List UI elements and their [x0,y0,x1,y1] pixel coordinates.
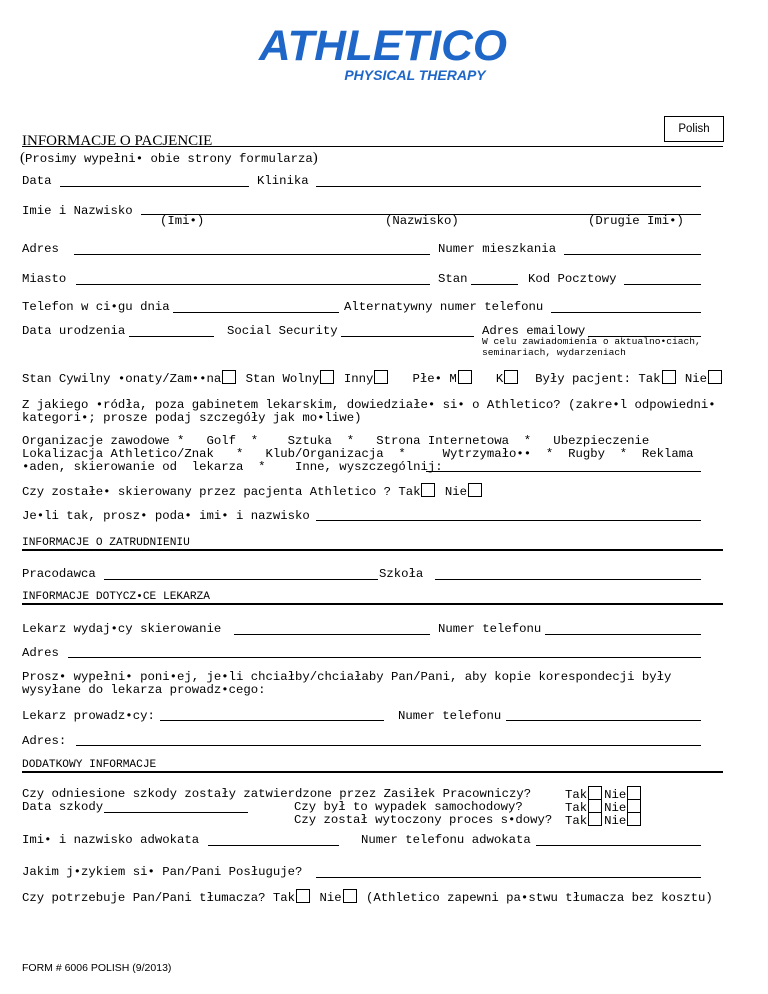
checkbox-proces-nie[interactable] [627,812,641,826]
label-telefon: Telefon w ci•gu dnia [22,300,170,314]
label-tlumacz: Czy potrzebuje Pan/Pani tłumacza? Tak [22,891,296,905]
checkbox-tlumacz-tak[interactable] [296,889,310,903]
field-social-security[interactable] [341,336,474,337]
field-inne[interactable] [426,471,701,472]
label-social-security: Social Security [227,324,338,338]
label-telefon-adwokata: Numer telefonu adwokata [361,833,531,847]
interpreter-row [22,889,713,905]
label-pracodawca: Pracodawca [22,567,96,581]
label-email: Adres emailowy [482,324,586,338]
question-proces: Czy został wytoczony proces s•dowy? [294,813,553,827]
label-stan-cywilny: Stan Cywilny •onaty/Zam••na [22,372,222,386]
label-kod-pocztowy: Kod Pocztowy [528,272,617,286]
checkbox-byly-nie[interactable] [708,370,722,384]
label-lekarz-adres: Adres [22,646,59,660]
label-lekarz-prowadzacy: Lekarz prowadz•cy: [22,709,155,723]
label-nie-2: Nie [604,801,627,815]
checkbox-m[interactable] [458,370,472,384]
label-alt-telefon: Alternatywny numer telefonu [344,300,544,314]
field-data-szkody[interactable] [104,812,248,813]
field-adres[interactable] [74,254,430,255]
answers-proces [565,812,643,828]
employment-rule [22,549,723,551]
language-tag-text: Polish [678,123,710,135]
subtitle [20,150,318,167]
source-options-3: •aden, skierowanie od lekarza * Inne, wyszczególnij: [22,460,443,474]
label-data-urodzenia: Data urodzenia [22,324,126,338]
svg-text:PHYSICAL THERAPY: PHYSICAL THERAPY [344,67,486,83]
field-miasto[interactable] [76,284,430,285]
additional-rule [22,771,723,773]
source-question-2: kategori•; prosze podaj szczegóły jak mo•liwe) [22,411,362,425]
field-lekarz-prowadzacy[interactable] [160,720,384,721]
label-imie-nazwisko: Imie i Nazwisko [22,204,133,218]
checkbox-byly-tak[interactable] [662,370,676,384]
page-title: INFORMACJE O PACJENCIE [22,133,213,149]
field-klinika[interactable] [316,186,701,187]
doctor-note-2: wysyłane do lekarza prowadz•cego: [22,683,266,697]
label-referral-name: Je•li tak, prosz• poda• imi• i nazwisko [22,509,310,523]
label-byly-nie: Nie [684,372,708,386]
checkbox-zasilek-nie[interactable] [627,786,641,800]
sublabel-imie: (Imi•) [160,214,205,228]
referral-row [22,483,484,499]
source-question-1: Z jakiego •ródła, poza gabinetem lekarskim, dowiedziałe• si• o Athletico? (zakre•l odpowiedni• [22,398,716,412]
field-kod-pocztowy[interactable] [624,284,701,285]
label-tlumacz-nie: Nie [319,891,342,905]
label-data-szkody: Data szkody [22,800,104,814]
section-employment: INFORMACJE O ZATRUDNIENIU [22,537,190,549]
sublabel-drugie-imie: (Drugie Imi•) [588,214,684,228]
marital-row [22,370,724,386]
checkbox-inny[interactable] [374,370,388,384]
email-note-2: seminariach, wydarzeniach [482,347,626,358]
field-adwokat[interactable] [208,845,339,846]
checkbox-referral-tak[interactable] [421,483,435,497]
label-stan-wolny: Stan Wolny [245,372,320,386]
field-lekarz-telefon[interactable] [545,634,701,635]
field-pracodawca[interactable] [104,579,378,580]
field-lekarz[interactable] [234,634,430,635]
label-tak-2: Tak [565,801,588,815]
checkbox-k[interactable] [504,370,518,384]
checkbox-proces-tak[interactable] [588,812,602,826]
field-telefon-adwokata[interactable] [536,845,701,846]
label-lekarz-telefon: Numer telefonu [438,622,542,636]
label-stan: Stan [438,272,468,286]
label-referral-nie: Nie [444,485,468,499]
source-options-2: Lokalizacja Athletico/Znak * Klub/Organizacja * Wytrzymało•• * Rugby * Reklama [22,447,694,461]
field-data[interactable] [60,186,249,187]
athletico-logo [255,20,511,86]
label-nie-3: Nie [604,814,627,828]
label-prowadzacy-adres: Adres: [22,734,67,748]
checkbox-samochod-tak[interactable] [588,799,602,813]
checkbox-samochod-nie[interactable] [627,799,641,813]
svg-text:ATHLETICO: ATHLETICO [257,22,507,70]
label-data: Data [22,174,52,188]
label-inny: Inny [343,372,374,386]
label-nie-1: Nie [604,788,627,802]
field-lekarz-adres[interactable] [68,657,701,658]
email-note-1: W celu zawiadomienia o aktualno•ciach, [482,336,701,347]
language-tag [664,116,724,142]
source-options-1: Organizacje zawodowe * Golf * Sztuka * Strona Internetowa * Ubezpieczenie [22,434,650,448]
question-samochodowy: Czy był to wypadek samochodowy? [294,800,523,814]
field-stan[interactable] [471,284,518,285]
field-prowadzacy-telefon[interactable] [506,720,701,721]
field-referral-name[interactable] [316,520,701,521]
section-doctor: INFORMACJE DOTYCZ•CE LEKARZA [22,591,210,603]
doctor-note-1: Prosz• wypełni• poni•ej, je•li chciałby/chciałaby Pan/Pani, aby kopie korespondecji były [22,670,672,684]
checkbox-referral-nie[interactable] [468,483,482,497]
label-jezyk: Jakim j•zykiem si• Pan/Pani Posługuje? [22,865,303,879]
checkbox-zonaty[interactable] [222,370,236,384]
label-adwokat: Imi• i nazwisko adwokata [22,833,200,847]
subtitle-close: ) [312,150,318,166]
field-numer-mieszkania[interactable] [564,254,701,255]
section-additional: DODATKOWY INFORMACJE [22,759,157,771]
label-numer-mieszkania: Numer mieszkania [438,242,557,256]
label-szkola: Szkoła [379,567,424,581]
field-data-urodzenia[interactable] [129,336,214,337]
field-jezyk[interactable] [316,877,701,878]
label-plec-m: Płe• M [412,372,457,386]
label-adres: Adres [22,242,59,256]
question-zasilek: Czy odniesione szkody zostały zatwierdzone przez Zasiłek Pracowniczy? [22,787,532,801]
logo-graphic [255,20,511,86]
label-referral: Czy zostałe• skierowany przez pacjenta Athletico ? Tak [22,485,421,499]
label-klinika: Klinika [257,174,309,188]
form-footer: FORM # 6006 POLISH (9/2013) [22,962,172,974]
label-lekarz: Lekarz wydaj•cy skierowanie [22,622,222,636]
subtitle-open: ( [20,150,25,166]
field-szkola[interactable] [435,579,701,580]
sublabel-nazwisko: (Nazwisko) [385,214,459,228]
field-alt-telefon[interactable] [551,312,701,313]
checkbox-wolny[interactable] [320,370,334,384]
doctor-rule [22,603,723,605]
field-prowadzacy-adres[interactable] [76,745,701,746]
label-k: K [495,372,504,386]
interpreter-note: (Athletico zapewni pa•stwu tłumacza bez kosztu) [365,891,713,905]
checkbox-tlumacz-nie[interactable] [343,889,357,903]
label-tak-1: Tak [565,788,588,802]
field-telefon[interactable] [173,312,339,313]
checkbox-zasilek-tak[interactable] [588,786,602,800]
subtitle-text: Prosimy wypełni• obie strony formularza [25,152,313,166]
label-tak-3: Tak [565,814,588,828]
label-prowadzacy-telefon: Numer telefonu [398,709,502,723]
label-byly-pacjent: Były pacjent: Tak [535,372,661,386]
title-rule [22,146,723,147]
label-miasto: Miasto [22,272,67,286]
